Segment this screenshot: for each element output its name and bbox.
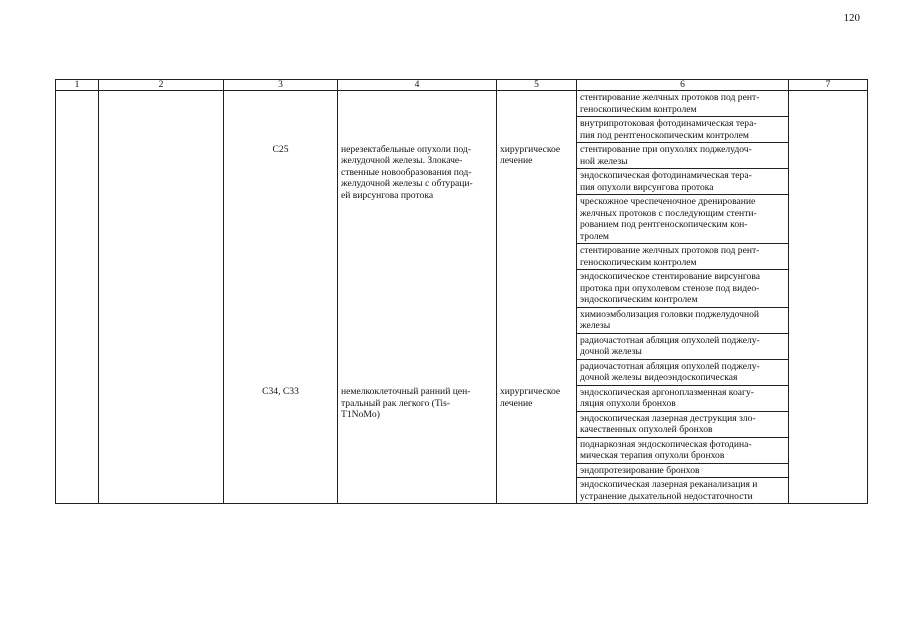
procedure-cell: стентирование при опухолях поджелудоч- ной железы [577,143,789,169]
treatment-type: хирургическое лечение [497,143,577,386]
procedure-cell: эндоскопическая лазерная реканализация и устранение дыхательной недостаточности [577,478,789,504]
diagnosis-code: C25 [224,143,338,386]
column-header-4: 4 [338,80,497,91]
table-row [56,143,868,169]
col2-cell [99,91,224,143]
diagnosis-description: нерезектабельные опухоли под- желудочной железы. Злокаче- ственные новообразования под- желудочной железы с обтураци- ей вирсунгова протока [338,143,497,386]
diagnosis-code: C34, C33 [224,385,338,504]
column-header-6: 6 [577,80,789,91]
procedure-cell: эндопротезирование бронхов [577,463,789,478]
col7-cell [789,143,868,386]
page-number: 120 [843,12,860,24]
procedure-cell: эндоскопическая лазерная деструкция зло- качественных опухолей бронхов [577,411,789,437]
header-row [56,80,868,91]
procedure-cell: эндоскопическая фотодинамическая тера- пия опухоли вирсунгова протока [577,169,789,195]
col1-cell [56,91,99,143]
column-header-3: 3 [224,80,338,91]
col7-cell [789,385,868,504]
column-header-1: 1 [56,80,99,91]
procedure-cell: поднаркозная эндоскопическая фотодина- мическая терапия опухоли бронхов [577,437,789,463]
diagnosis-description: немелкоклеточный ранний цен- тральный рак легкого (Tis- T1NoMo) [338,385,497,504]
procedures-table [55,79,868,504]
col2-cell [99,143,224,386]
col7-cell [789,91,868,143]
treatment-type: хирургическое лечение [497,385,577,504]
procedure-cell: химиоэмболизация головки поджелудочной железы [577,307,789,333]
diagnosis-code [224,91,338,143]
treatment-type [497,91,577,143]
procedure-cell: эндоскопическое стентирование вирсунгова протока при опухолевом стенозе под видео- эндоскопическим контролем [577,270,789,308]
procedure-cell: внутрипротоковая фотодинамическая тера- пия под рентгеноскопическим контролем [577,117,789,143]
procedure-cell: чрескожное чреспеченочное дренирование желчных протоков с последующим стенти- рованием под рентгеноскопическим кон- тролем [577,195,789,244]
table-row [56,91,868,117]
column-header-7: 7 [789,80,868,91]
diagnosis-description [338,91,497,143]
table-row [56,385,868,411]
col1-cell [56,143,99,386]
col2-cell [99,385,224,504]
procedure-cell: радиочастотная абляция опухолей поджелу- дочной железы [577,333,789,359]
procedure-cell: радиочастотная абляция опухолей поджелу- дочной железы видеоэндоскопическая [577,359,789,385]
procedure-cell: стентирование желчных протоков под рент- геноскопическим контролем [577,91,789,117]
procedure-cell: эндоскопическая аргоноплазменная коагу- ляция опухоли бронхов [577,385,789,411]
column-header-2: 2 [99,80,224,91]
procedure-cell: стентирование желчных протоков под рент- геноскопическим контролем [577,244,789,270]
col1-cell [56,385,99,504]
column-header-5: 5 [497,80,577,91]
